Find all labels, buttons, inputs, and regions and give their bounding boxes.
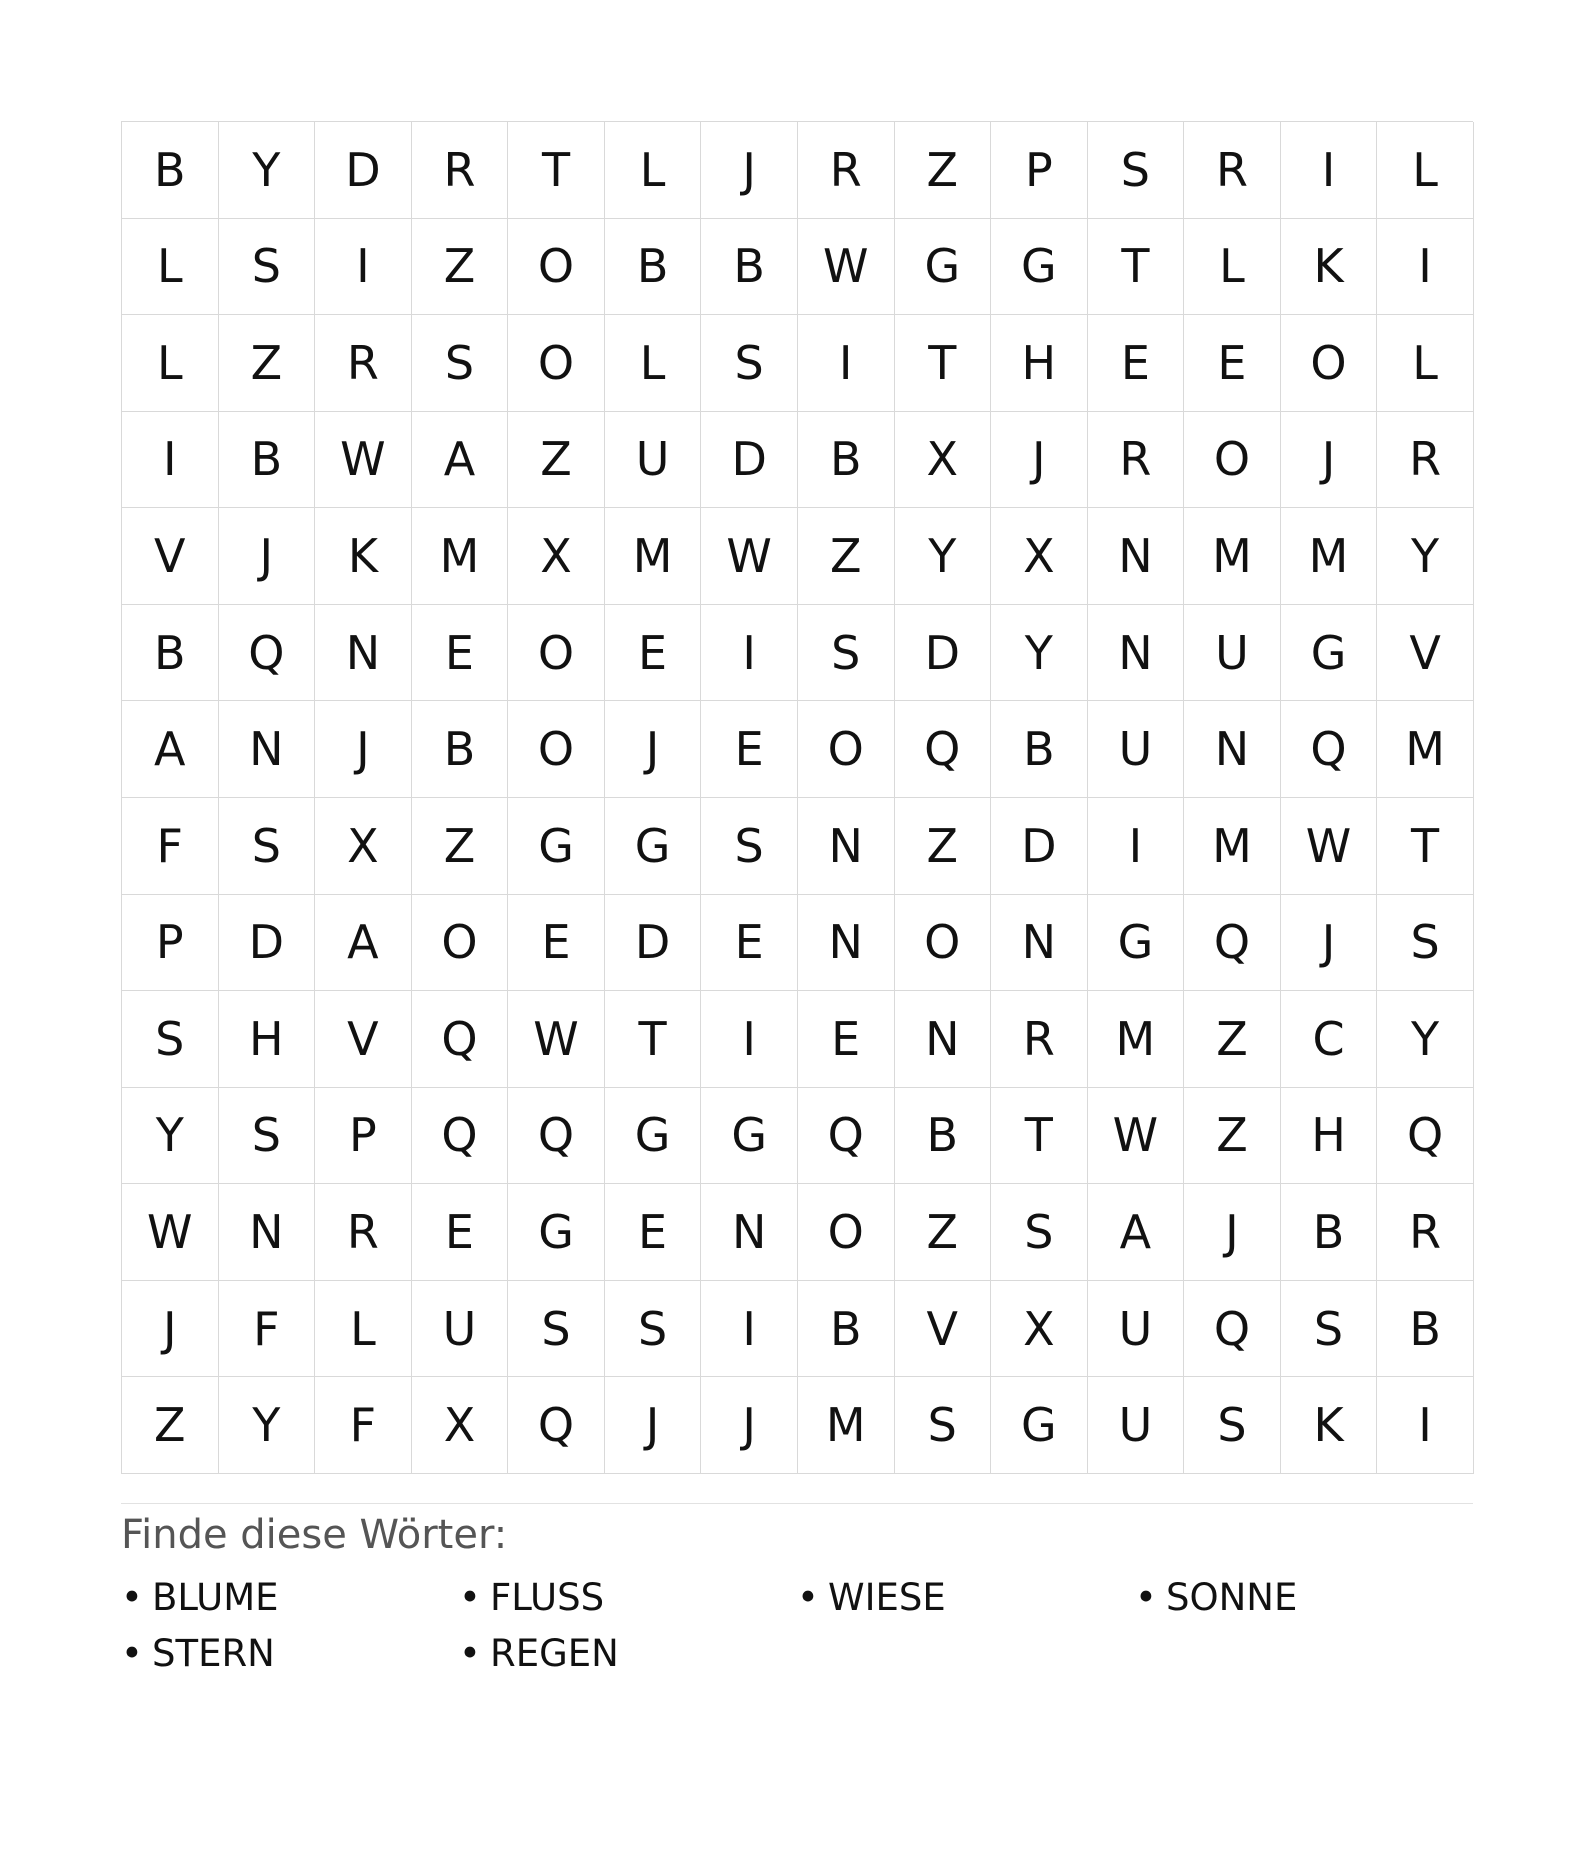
grid-cell[interactable]: W [1281,798,1378,895]
grid-cell[interactable]: E [412,605,509,702]
grid-cell[interactable]: B [605,219,702,316]
grid-cell[interactable]: U [605,412,702,509]
grid-cell[interactable]: N [991,895,1088,992]
grid-cell[interactable]: E [701,701,798,798]
grid-cell[interactable]: J [122,1281,219,1378]
grid-cell[interactable]: L [122,219,219,316]
grid-cell[interactable]: P [315,1088,412,1185]
grid-cell[interactable]: S [1377,895,1474,992]
grid-cell[interactable]: L [315,1281,412,1378]
grid-cell[interactable]: D [605,895,702,992]
grid-cell[interactable]: Y [991,605,1088,702]
grid-cell[interactable]: Y [1377,991,1474,1088]
grid-cell[interactable]: S [1088,122,1185,219]
grid-cell[interactable]: B [122,605,219,702]
grid-cell[interactable]: N [798,798,895,895]
grid-cell[interactable]: S [798,605,895,702]
grid-cell[interactable]: E [701,895,798,992]
word-list-title: Finde diese Wörter: [121,1511,508,1558]
grid-cell[interactable]: W [508,991,605,1088]
grid-cell[interactable]: U [1088,1281,1185,1378]
grid-cell[interactable]: M [1184,508,1281,605]
grid-cell[interactable]: I [1377,219,1474,316]
grid-cell[interactable]: N [1088,605,1185,702]
grid-cell[interactable]: N [1184,701,1281,798]
grid-cell[interactable]: U [1088,701,1185,798]
grid-cell[interactable]: Q [412,991,509,1088]
bullet-icon: • [459,1575,481,1619]
grid-cell[interactable]: E [798,991,895,1088]
grid-cell[interactable]: G [991,1377,1088,1474]
grid-cell[interactable]: U [412,1281,509,1378]
grid-cell[interactable]: E [605,1184,702,1281]
word-label: BLUME [152,1575,279,1619]
grid-cell[interactable]: G [1281,605,1378,702]
grid-cell[interactable]: Z [1184,991,1281,1088]
grid-cell[interactable]: W [1088,1088,1185,1185]
grid-cell[interactable]: Q [1377,1088,1474,1185]
grid-cell[interactable]: Q [895,701,992,798]
grid-cell[interactable]: I [1088,798,1185,895]
grid-cell[interactable]: M [1184,798,1281,895]
grid-cell[interactable]: I [701,991,798,1088]
grid-cell[interactable]: B [1377,1281,1474,1378]
grid-cell[interactable]: Y [1377,508,1474,605]
grid-cell[interactable]: Z [219,315,316,412]
grid-cell[interactable]: L [1377,122,1474,219]
grid-cell[interactable]: G [605,1088,702,1185]
grid-cell[interactable]: G [605,798,702,895]
grid-cell[interactable]: K [1281,219,1378,316]
grid-cell[interactable]: X [895,412,992,509]
grid-cell[interactable]: X [315,798,412,895]
grid-cell[interactable]: Q [1184,1281,1281,1378]
word-list [121,1570,1473,1682]
grid-cell[interactable]: B [701,219,798,316]
grid-cell[interactable]: Q [508,1088,605,1185]
grid-cell[interactable]: O [895,895,992,992]
grid-cell[interactable]: G [1088,895,1185,992]
grid-cell[interactable]: S [701,315,798,412]
grid-cell[interactable]: N [315,605,412,702]
grid-cell[interactable]: L [122,315,219,412]
grid-cell[interactable]: I [798,315,895,412]
grid-cell[interactable]: I [701,605,798,702]
grid-cell[interactable]: S [605,1281,702,1378]
grid-cell[interactable]: A [412,412,509,509]
word-list-item [459,1626,797,1682]
grid-cell[interactable]: B [798,1281,895,1378]
grid-cell[interactable]: Y [895,508,992,605]
grid-cell[interactable]: U [1088,1377,1185,1474]
grid-cell[interactable]: X [991,1281,1088,1378]
grid-cell[interactable]: M [605,508,702,605]
grid-cell[interactable]: N [219,701,316,798]
grid-cell[interactable]: Q [412,1088,509,1185]
grid-cell[interactable]: O [508,219,605,316]
grid-cell[interactable]: S [991,1184,1088,1281]
grid-cell[interactable]: O [1184,412,1281,509]
grid-cell[interactable]: B [798,412,895,509]
grid-cell[interactable]: M [412,508,509,605]
grid-cell[interactable]: Z [412,219,509,316]
word-label: STERN [152,1631,275,1675]
grid-cell[interactable]: N [798,895,895,992]
grid-cell[interactable]: X [508,508,605,605]
grid-cell[interactable]: K [1281,1377,1378,1474]
grid-cell[interactable]: S [219,798,316,895]
grid-cell[interactable]: R [1088,412,1185,509]
grid-cell[interactable]: X [412,1377,509,1474]
grid-cell[interactable]: T [508,122,605,219]
grid-cell[interactable]: B [122,122,219,219]
word-label: REGEN [490,1631,619,1675]
grid-cell[interactable]: V [315,991,412,1088]
grid-cell[interactable]: G [508,798,605,895]
grid-cell[interactable]: J [701,1377,798,1474]
bullet-icon: • [121,1631,143,1675]
grid-cell[interactable]: U [1184,605,1281,702]
grid-cell[interactable]: G [991,219,1088,316]
grid-cell[interactable]: R [798,122,895,219]
grid-cell[interactable]: D [991,798,1088,895]
grid-cell[interactable]: L [605,122,702,219]
grid-cell[interactable]: T [1377,798,1474,895]
grid-cell[interactable]: O [508,315,605,412]
grid-cell[interactable]: Z [1184,1088,1281,1185]
grid-cell[interactable]: S [122,991,219,1088]
grid-cell[interactable]: I [1377,1377,1474,1474]
grid-cell[interactable]: Z [508,412,605,509]
grid-cell[interactable]: O [1281,315,1378,412]
grid-cell[interactable]: E [1088,315,1185,412]
grid-cell[interactable]: W [701,508,798,605]
grid-cell[interactable]: J [991,412,1088,509]
bullet-icon: • [797,1575,819,1619]
grid-cell[interactable]: W [798,219,895,316]
grid-cell[interactable]: K [315,508,412,605]
grid-cell[interactable]: L [1377,315,1474,412]
grid-cell[interactable]: H [991,315,1088,412]
grid-cell[interactable]: C [1281,991,1378,1088]
grid-cell[interactable]: H [1281,1088,1378,1185]
grid-cell[interactable]: S [412,315,509,412]
word-list-item [459,1570,797,1626]
grid-cell[interactable]: J [219,508,316,605]
grid-cell[interactable]: Q [1281,701,1378,798]
grid-cell[interactable]: X [991,508,1088,605]
grid-cell[interactable]: O [508,605,605,702]
grid-cell[interactable]: W [315,412,412,509]
grid-cell[interactable]: P [122,895,219,992]
grid-cell[interactable]: D [315,122,412,219]
grid-cell[interactable]: Q [798,1088,895,1185]
grid-cell[interactable]: M [1088,991,1185,1088]
grid-cell[interactable]: E [605,605,702,702]
grid-cell[interactable]: N [1088,508,1185,605]
grid-cell[interactable]: Z [895,798,992,895]
grid-cell[interactable]: Z [895,122,992,219]
grid-cell[interactable]: T [1088,219,1185,316]
grid-cell[interactable]: I [701,1281,798,1378]
grid-cell[interactable]: S [508,1281,605,1378]
grid-cell[interactable]: E [412,1184,509,1281]
word-list-item [1135,1570,1473,1626]
grid-cell[interactable]: P [991,122,1088,219]
grid-cell[interactable]: R [315,315,412,412]
grid-cell[interactable]: Y [122,1088,219,1185]
grid-cell[interactable]: N [895,991,992,1088]
word-label: FLUSS [490,1575,605,1619]
grid-cell[interactable]: G [895,219,992,316]
grid-cell[interactable]: S [219,219,316,316]
grid-cell[interactable]: D [895,605,992,702]
grid-cell[interactable]: T [605,991,702,1088]
grid-cell[interactable]: R [412,122,509,219]
grid-cell[interactable]: A [315,895,412,992]
grid-cell[interactable]: J [605,701,702,798]
divider [121,1503,1473,1504]
grid-cell[interactable]: M [1281,508,1378,605]
grid-cell[interactable]: O [412,895,509,992]
grid-cell[interactable]: T [991,1088,1088,1185]
word-search-puzzle [121,121,1473,1682]
grid-cell[interactable]: M [1377,701,1474,798]
grid-cell[interactable]: R [1377,412,1474,509]
grid-cell[interactable]: B [412,701,509,798]
grid-cell[interactable]: N [219,1184,316,1281]
grid-cell[interactable]: D [219,895,316,992]
grid-cell[interactable]: T [895,315,992,412]
grid-cell[interactable]: I [1281,122,1378,219]
grid-cell[interactable]: Q [219,605,316,702]
bullet-icon: • [1135,1575,1157,1619]
grid-cell[interactable]: H [219,991,316,1088]
grid-cell[interactable]: S [1184,1377,1281,1474]
word-list-item [121,1570,459,1626]
grid-cell[interactable]: V [1377,605,1474,702]
grid-cell[interactable]: B [895,1088,992,1185]
grid-cell[interactable]: N [701,1184,798,1281]
bullet-icon: • [459,1631,481,1675]
grid-cell[interactable]: F [219,1281,316,1378]
grid-cell[interactable]: I [315,219,412,316]
letter-grid [121,121,1473,1474]
grid-cell[interactable]: Z [412,798,509,895]
bullet-icon: • [121,1575,143,1619]
grid-cell[interactable]: B [1281,1184,1378,1281]
grid-cell[interactable]: Y [219,122,316,219]
grid-cell[interactable]: G [508,1184,605,1281]
grid-cell[interactable]: J [605,1377,702,1474]
grid-cell[interactable]: J [1281,412,1378,509]
grid-cell[interactable]: L [605,315,702,412]
grid-cell[interactable]: W [122,1184,219,1281]
grid-cell[interactable]: Z [122,1377,219,1474]
grid-cell[interactable]: Q [1184,895,1281,992]
grid-cell[interactable]: E [1184,315,1281,412]
grid-cell[interactable]: S [895,1377,992,1474]
word-list-item [121,1626,459,1682]
word-label: SONNE [1166,1575,1298,1619]
grid-cell[interactable]: R [991,991,1088,1088]
grid-cell[interactable]: F [315,1377,412,1474]
grid-cell[interactable]: O [798,1184,895,1281]
grid-cell[interactable]: D [701,412,798,509]
grid-cell[interactable]: S [1281,1281,1378,1378]
grid-cell[interactable]: L [1184,219,1281,316]
grid-cell[interactable]: R [1377,1184,1474,1281]
word-label: WIESE [828,1575,946,1619]
grid-cell[interactable]: S [219,1088,316,1185]
grid-cell[interactable]: Z [895,1184,992,1281]
grid-cell[interactable]: I [122,412,219,509]
grid-cell[interactable]: V [895,1281,992,1378]
grid-cell[interactable]: O [508,701,605,798]
grid-cell[interactable]: V [122,508,219,605]
grid-cell[interactable]: J [701,122,798,219]
grid-cell[interactable]: J [1281,895,1378,992]
grid-cell[interactable]: Y [219,1377,316,1474]
grid-cell[interactable]: Q [508,1377,605,1474]
grid-cell[interactable]: M [798,1377,895,1474]
grid-cell[interactable]: A [1088,1184,1185,1281]
grid-cell[interactable]: B [219,412,316,509]
grid-cell[interactable]: J [1184,1184,1281,1281]
grid-cell[interactable]: Z [798,508,895,605]
grid-cell[interactable]: F [122,798,219,895]
grid-cell[interactable]: S [701,798,798,895]
grid-cell[interactable]: O [798,701,895,798]
grid-cell[interactable]: A [122,701,219,798]
grid-cell[interactable]: E [508,895,605,992]
grid-cell[interactable]: B [991,701,1088,798]
grid-cell[interactable]: G [701,1088,798,1185]
word-list-item [797,1570,1135,1626]
grid-cell[interactable]: R [1184,122,1281,219]
grid-cell[interactable]: R [315,1184,412,1281]
grid-cell[interactable]: J [315,701,412,798]
